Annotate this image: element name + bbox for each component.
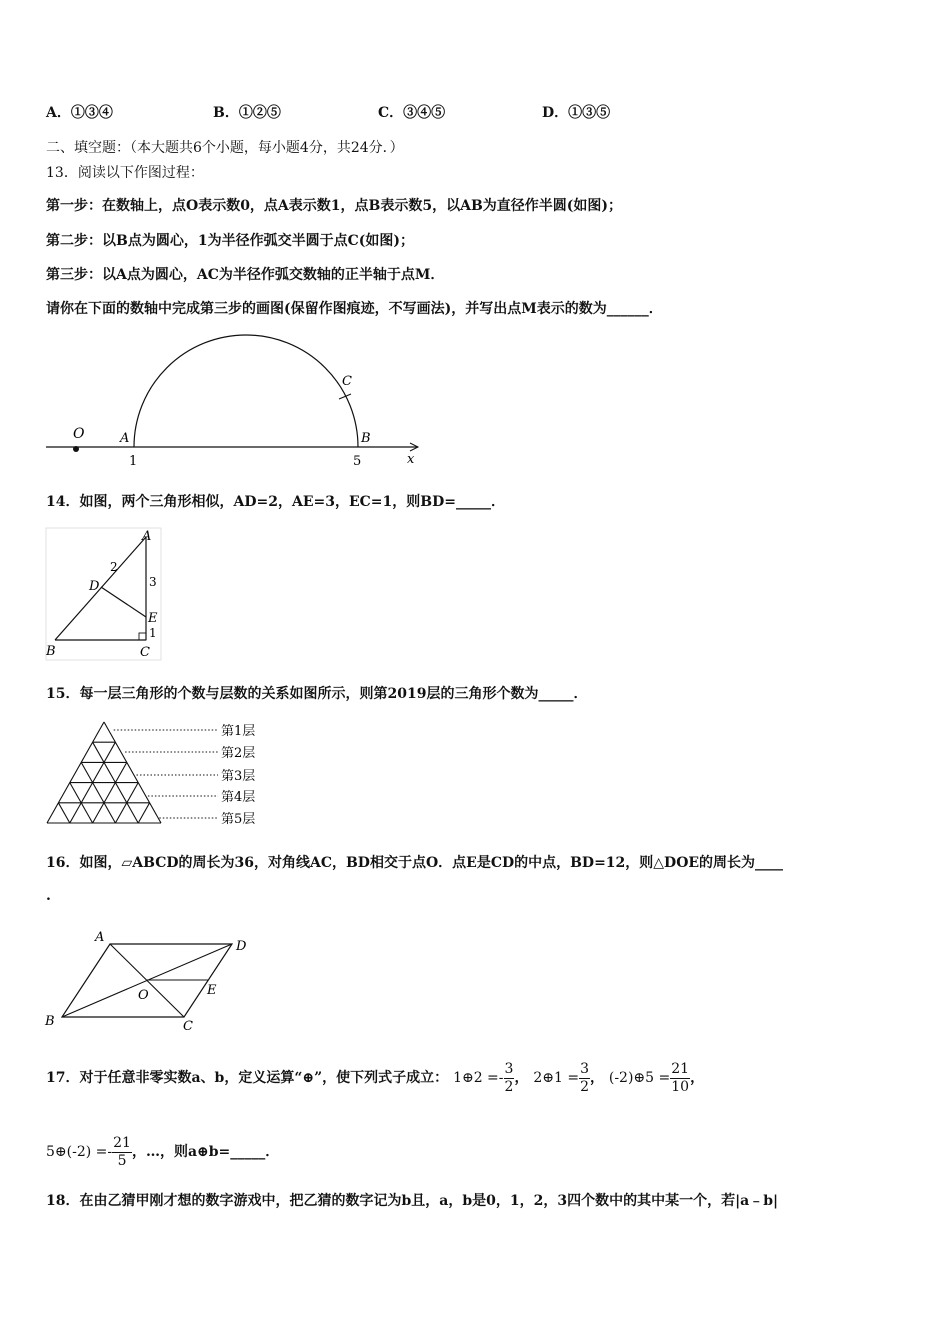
choice-c: C．③④⑤ [378, 105, 446, 121]
label-a: A [95, 930, 105, 945]
label-d: D [89, 579, 100, 594]
label-c: C [342, 374, 352, 389]
q17-expr2: 2⊕1 = $\frac{3}{2}$ [533, 1060, 589, 1095]
q17-line1: 17．对于任意非零实数a、b，定义运算“⊕”，使下列式子成立： 1⊕2 =- $\frac{3}{2}$ ， 2⊕1 = $\frac{3}{2}$ ， (-2)⊕5 = $\frac{21}{10}$ ， [46, 1060, 705, 1095]
label-b: B [46, 644, 56, 659]
label-c: C [183, 1019, 193, 1034]
q16-tail: . [46, 888, 51, 904]
length-ec: 1 [149, 626, 157, 640]
q13-step1: 第一步：在数轴上，点O表示数0，点A表示数1，点B表示数5，以AB为直径作半圆(如图)； [46, 198, 623, 214]
q13-question: 请你在下面的数轴中完成第三步的画图(保留作图痕迹，不写画法)，并写出点M表示的数为______． [46, 301, 663, 317]
q17-expr1: 1⊕2 =- $\frac{3}{2}$ [453, 1060, 514, 1095]
q17-expr4: 5⊕(-2) =- $\frac{21}{5}$ [46, 1134, 131, 1169]
label-b: B [361, 431, 371, 446]
layer-label-5: 第5层 [221, 812, 256, 827]
label-b: B [45, 1014, 55, 1029]
label-o: O [73, 426, 85, 442]
q15-question: 15．每一层三角形的个数与层数的关系如图所示，则第2019层的三角形个数为_____． [46, 686, 588, 702]
label-a: A [142, 529, 152, 544]
layer-label-1: 第1层 [221, 724, 256, 739]
label-e: E [207, 983, 217, 998]
q13-step3: 第三步：以A点为圆心，AC为半径作弧交数轴的正半轴于点M． [46, 267, 445, 283]
choice-a: A．①③④ [46, 105, 113, 121]
choice-d: D．①③⑤ [542, 105, 611, 121]
q14-question: 14．如图，两个三角形相似，AD=2，AE=3，EC=1，则BD=_____． [46, 494, 505, 510]
tick-label-1: 1 [129, 454, 138, 469]
length-ad: 2 [110, 560, 118, 574]
label-a: A [120, 431, 130, 446]
layer-label-4: 第4层 [221, 790, 256, 805]
layer-label-2: 第2层 [221, 746, 256, 761]
q17-expr3: (-2)⊕5 = $\frac{21}{10}$ [608, 1060, 690, 1095]
q17-text: 17．对于任意非零实数a、b，定义运算“⊕”，使下列式子成立： [46, 1070, 449, 1086]
q13-title: 13．阅读以下作图过程： [46, 165, 204, 181]
label-o: O [138, 988, 149, 1003]
q17-line2: 5⊕(-2) =- $\frac{21}{5}$ ，…，则a⊕b=_____． [46, 1134, 280, 1169]
q13-step2: 第二步：以B点为圆心，1为半径作弧交半圆于点C(如图)； [46, 233, 414, 249]
section-header: 二、填空题：（本大题共6个小题，每小题4分，共24分．） [46, 140, 404, 156]
label-e: E [148, 611, 158, 626]
layer-label-3: 第3层 [221, 769, 256, 784]
tick-label-5: 5 [353, 454, 362, 469]
label-d: D [236, 939, 247, 954]
q18-question: 18．在由乙猜甲刚才想的数字游戏中，把乙猜的数字记为b且，a，b是0，1，2，3四个数中的其中某一个，若|a﹣b| [46, 1193, 779, 1209]
q16-question: 16．如图，▱ABCD的周长为36，对角线AC，BD相交于点O．点E是CD的中点，BD=12，则△DOE的周长为____ [46, 855, 784, 871]
label-x: x [407, 452, 415, 467]
length-ae: 3 [149, 575, 157, 589]
label-c: C [140, 645, 150, 660]
choice-b: B．①②⑤ [213, 105, 281, 121]
